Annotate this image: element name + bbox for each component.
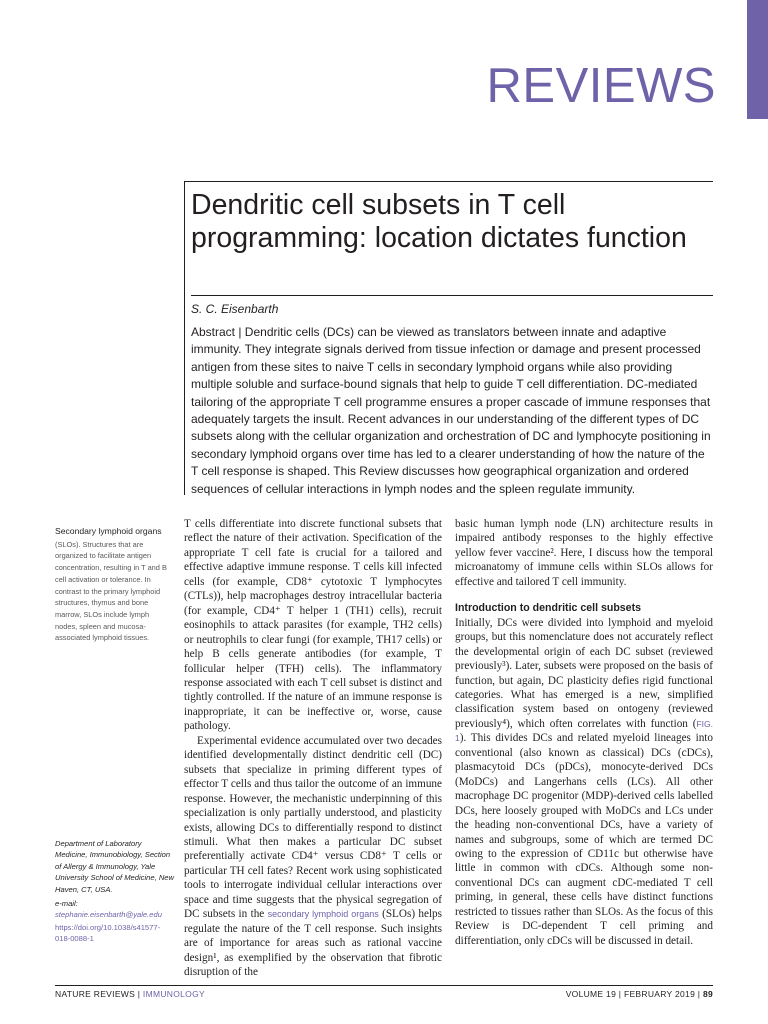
page-number: 89 [702,989,713,999]
footer-rule [55,985,713,986]
section-header: REVIEWS [486,59,716,113]
body-text: ). This divides DCs and related myeloid lineages into conventional (also known as classical) DCs (cDCs), plasmacytoid DCs (pDCs), monocyte-derived DCs (MoDCs) and Langerhans cells (LCs). All other macrophage DC progenitor (MDP)-derived cells labelled DCs, here loosely grouped with MoDCs and LCs under the heading non-conventional DCs, have a variety of names and subgroups, some of which are termed DC owing to the expression of CD11c but otherwise have little in common with cDCs. Although some non-conventional DCs can augment cDC-mediated T cell priming, in general, these cells have distinct functions restricted to tissues rather than SLOs. As the focus of this Review is DC-dependent T cell priming and differentiation, only cDCs will be discussed in detail. [455,732,713,947]
body-paragraph: T cells differentiate into discrete functional subsets that reflect the nature of their activation. Specification of the appropriate T cell fate is crucial for a tailored and effective adaptive immune response. T cells kill infected cells (for example, CD8⁺ cytotoxic T lymphocytes (CTLs)), help macrophages destroy intracellular bacteria (for example, CD4⁺ T helper 1 (TH1) cells), recruit eosinophils to attack parasites (for example, TH2 cells) or neutrophils to clear fungi (for example, TH17 cells) or help B cells generate antibodies (for example, T follicular helper (TFH) cells). The inflammatory response associated with each T cell subset is distinct and tightly controlled. If the nature of an immune response is inappropriate, it can be ineffective or, worse, cause pathology. [184,518,442,733]
email-label: e-mail: [55,899,78,909]
affiliation-text: Department of Laboratory Medicine, Immunobiology, Section of Allergy & Immunology, Yale University School of Medicine, New Haven, CT, USA. [55,839,175,894]
body-column-2 [455,517,713,948]
body-column-1 [184,517,442,980]
glossary-definition: (SLOs). Structures that are organized to facilitate antigen concentration, resulting in T and B cell activation or tolerance. In contrast to the primary lymphoid structures, thymus and bone marrow, SLOs include lymph nodes, spleen and mucosa-associated lymphoid tissues. [55,539,167,643]
footer-issue [566,989,713,999]
section-heading: Introduction to dendritic cell subsets [455,602,641,615]
author-affiliation-block [55,838,175,945]
figure-reference-link[interactable]: FIG. 1 [455,718,713,744]
doi-link[interactable]: https://doi.org/10.1038/s41577-018-0088-1 [55,922,161,944]
author-name: S. C. Eisenbarth [191,302,279,316]
body-paragraph [184,734,442,980]
footer-separator: | [135,989,143,999]
body-paragraph [455,616,713,948]
footer-journal [55,989,205,999]
journal-name: NATURE REVIEWS [55,989,136,999]
abstract: Abstract | Dendritic cells (DCs) can be viewed as translators between innate and adaptive immunity. They integrate signals derived from tissue infection or damage and present processed antigen from these sites to naive T cells in secondary lymphoid organs while also providing multiple soluble and surface-bound signals that help to guide T cell differentiation. DC-mediated tailoring of the appropriate T cell programme ensures a proper cascade of immune responses that adequately targets the insult. Recent advances in our understanding of the different types of DC subsets along with the cellular organization and orchestration of DC and lymphocyte positioning in secondary lymphoid organs over time has led to a clearer understanding of how the nature of the T cell response is shaped. This Review discusses how geographical organization and ordered sequences of cellular interactions in lymph nodes and the spleen regulate immunity. [191,325,711,496]
article-title: Dendritic cell subsets in T cell programming: location dictates function [191,189,687,254]
glossary-term: Secondary lymphoid organs [55,526,162,536]
section-color-tab [747,0,768,119]
body-text: Experimental evidence accumulated over two decades identified developmentally distinct dendritic cell (DC) subsets that specialize in priming different types of effector T cells and thus tailor the outcome of an immune response. However, the mechanistic underpinning of this specialization is only partially understood, and plasticity exists, allowing DCs to differentially respond to distinct stimuli. What then makes a particular DC subset preferentially activate CD4⁺ versus CD8⁺ T cells or particular TH cell fates? Recent work using sophisticated tools to interrogate individual cellular interactions over space and time suggests that the physical segregation of DC subsets in the [184,734,442,921]
journal-section: IMMUNOLOGY [142,989,205,999]
issue-info: VOLUME 19 | FEBRUARY 2019 | [565,989,703,999]
body-paragraph: basic human lymph node (LN) architecture results in impaired antibody responses to the highly effective yellow fever vaccine². Here, I discuss how the temporal microanatomy of immune cells within SLOs allows for effective and tailored T cell immunity. [455,518,713,588]
glossary-link[interactable]: secondary lymphoid organs [267,909,379,920]
body-text: Initially, DCs were divided into lymphoid and myeloid groups, but this nomenclature does not accurately reflect the developmental origin of each DC subset (reviewed previously³). Later, subsets were proposed on the basis of function, but again, DC plasticity defies rigid functional categories. What has emerged is a new, simplified classification system based on ontogeny (reviewed previously⁴), which often correlates with function ( [455,616,713,730]
email-link[interactable]: stephanie.eisenbarth@yale.edu [55,910,162,920]
body-text: (SLOs) helps regulate the nature of the T cell response. Such insights are of importance for areas such as rational vaccine design¹, as exemplified by the observation that fibrotic disruption of the [184,908,443,979]
glossary-sidebar [55,526,173,644]
title-top-rule [184,181,713,182]
author-rule [191,295,713,296]
email-line [55,898,175,921]
title-left-rule [184,181,185,495]
